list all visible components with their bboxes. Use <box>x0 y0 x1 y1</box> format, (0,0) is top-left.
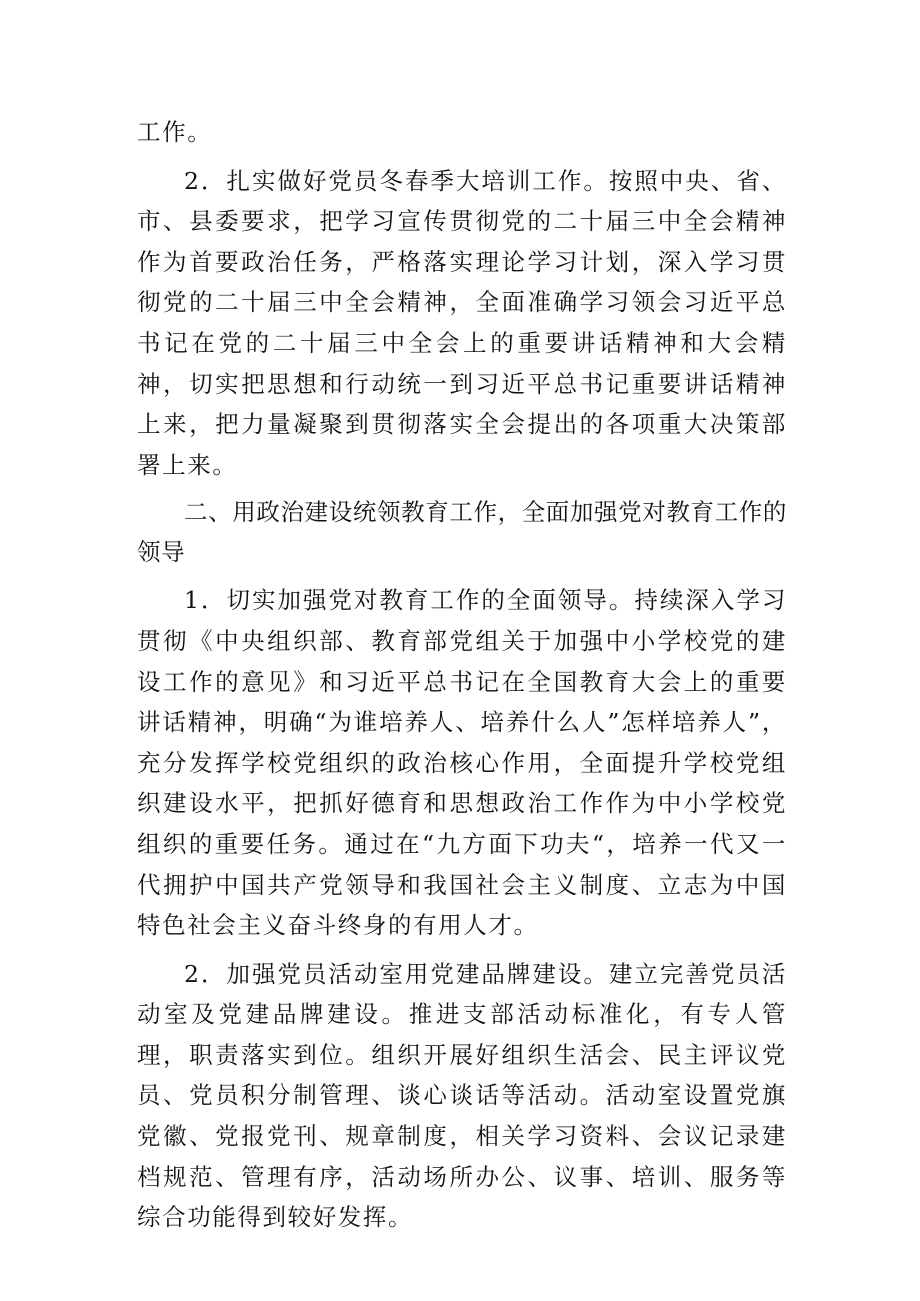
document-page <box>137 112 787 1238</box>
section-heading-2: 二、用政治建设统领教育工作，全面加强党对教育工作的领导 <box>137 498 787 567</box>
paragraph-item-2-activity-room: 2．加强党员活动室用党建品牌建设。建立完善党员活动室及党建品牌建设。推进支部活动标准化，有专人管理，职责落实到位。组织开展好组织生活会、民主评议党员、党员积分制管理、谈心谈话等活动。活动室设置党旗党徽、党报党刊、规章制度，相关学习资料、会议记录建档规范、管理有序，活动场所办公、议事、培训、服务等综合功能得到较好发挥。 <box>137 959 787 1232</box>
paragraph-item-1-leadership: 1．切实加强党对教育工作的全面领导。持续深入学习贯彻《中央组织部、教育部党组关于加强中小学校党的建设工作的意见》和习近平总书记在全国教育大会上的重要讲话精神，明确“为谁培养人、培养什么人”怎样培养人”，充分发挥学校党组织的政治核心作用，全面提升学校党组织建设水平，把抓好德育和思想政治工作作为中小学校党组织的重要任务。通过在“九方面下功夫“，培养一代又一代拥护中国共产党领导和我国社会主义制度、立志为中国特色社会主义奋斗终身的有用人才。 <box>137 586 787 940</box>
paragraph-item-2-training: 2．扎实做好党员冬春季大培训工作。按照中央、省、市、县委要求，把学习宣传贯彻党的二十届三中全会精神作为首要政治任务，严格落实理论学习计划，深入学习贯彻党的二十届三中全会精神，全面准确学习领会习近平总书记在党的二十届三中全会上的重要讲话精神和大会精神，切实把思想和行动统一到习近平总书记重要讲话精神上来，把力量凝聚到贯彻落实全会提出的各项重大决策部署上来。 <box>137 166 787 479</box>
paragraph-continuation: 工作。 <box>137 118 213 146</box>
